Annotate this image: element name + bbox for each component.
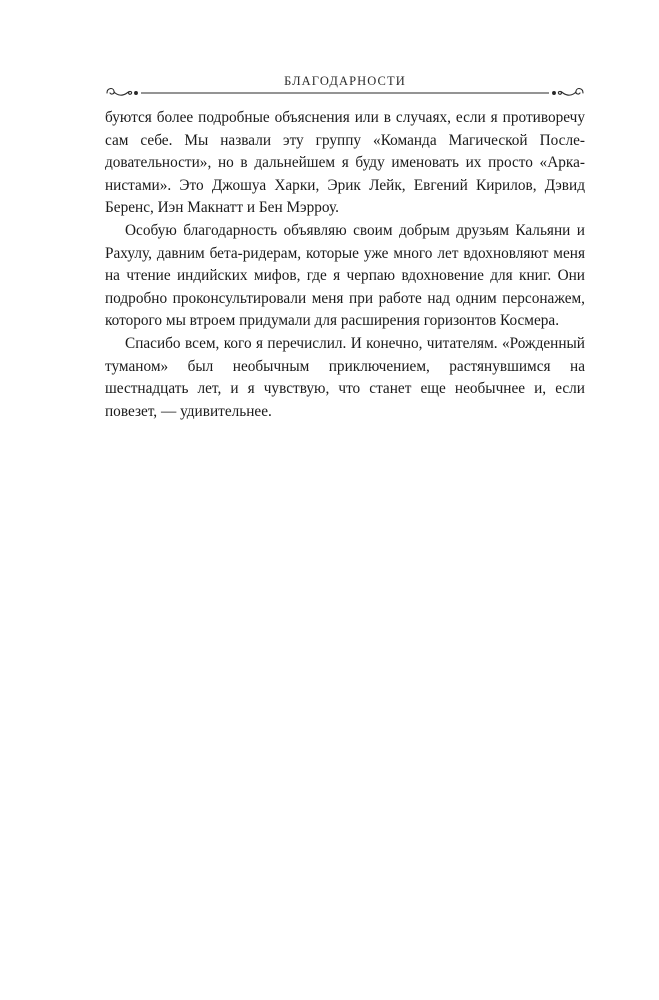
- body-text: [105, 107, 585, 423]
- paragraph: Спасибо всем, кого я перечислил. И конечно, читателям. «Рожденный туманом» был необычным приключением, растянувшимся на шестнадцать лет, и я чувствую, что станет еще необычнее и, если повезет, — удивительнее.: [105, 334, 585, 420]
- running-title: БЛАГОДАРНОСТИ: [274, 74, 416, 89]
- paragraph: Особую благодарность объявляю своим добрым друзьям Кальяни и Рахулу, давним бета-ридерам, которые уже много лет вдохновляют меня на чтение индийских мифов, где я черпаю вдохновение для книг. Они подробно проконсультировали меня при работе над одним персонажем, которого мы втроем придумали для расширения горизонтов Космера.: [105, 221, 585, 330]
- paragraph: буются более подробные объяснения или в случаях, если я противоречу сам себе. Мы назвали эту группу «Команда Магической Последовательности», но в дальнейшем я буду именовать их просто «Арканистами». Это Джошуа Харки, Эрик Лейк, Евгений Кирилов, Дэвид Беренс, Иэн Макнатт и Бен Мэрроу.: [105, 109, 585, 217]
- running-head: [105, 68, 585, 108]
